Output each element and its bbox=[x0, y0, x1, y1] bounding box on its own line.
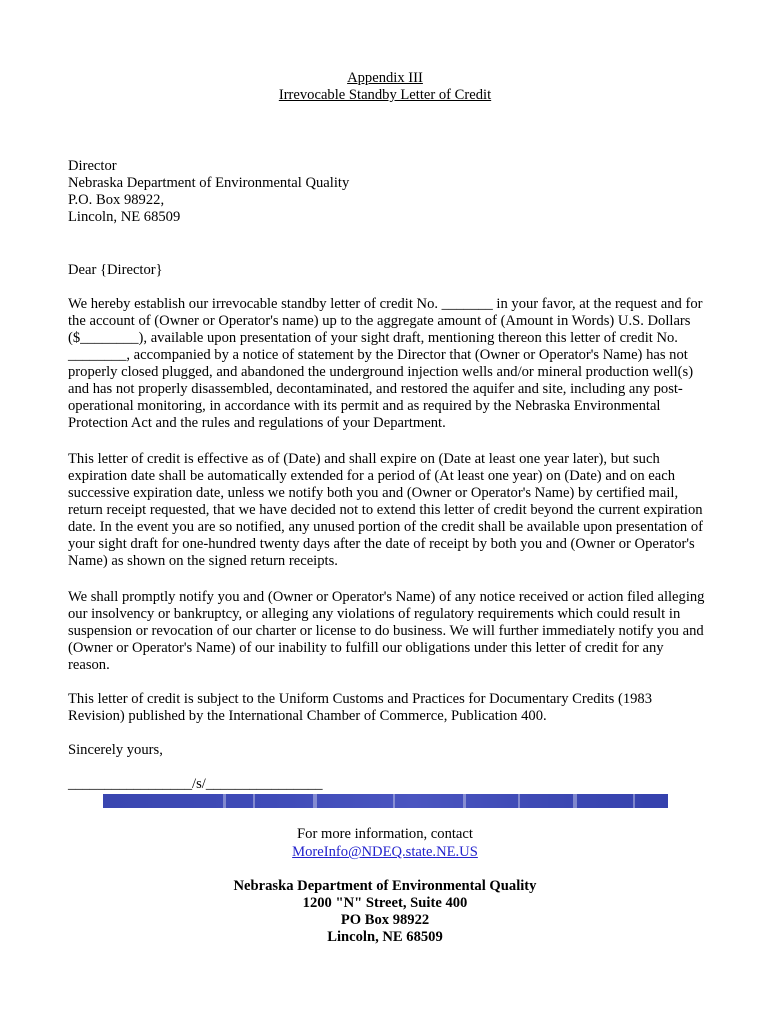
banner-texture bbox=[633, 794, 635, 808]
banner-texture bbox=[573, 794, 577, 808]
salutation: Dear {Director} bbox=[68, 262, 163, 278]
footer-banner-divider bbox=[103, 794, 668, 808]
contact-label: For more information, contact bbox=[297, 826, 473, 842]
address-line: Director bbox=[68, 158, 117, 174]
paragraph-establish-credit: We hereby establish our irrevocable standby letter of credit No. _______ in your favor, at the request and for the account of (Owner or Operator's name) up to the aggregate amount of (Amount in Words) U.S. Dollars ($________), available upon presentation of your sight draft, mentioning thereon this letter of credit No. ________, accompanied by a notice of statement by the Director that (Owner or Operator's Name) has not properly closed plugged, and abandoned the underground injection wells and/or mineral production well(s) and has not properly disassembled, decontaminated, and restored the aquifer and site, including any post-operational monitoring, in accordance with its permit and as required by the Nebraska Environmental Protection Act and the rules and regulations of your Department. bbox=[68, 296, 703, 431]
address-line: Nebraska Department of Environmental Quality bbox=[68, 175, 350, 191]
title-appendix: Appendix III bbox=[347, 70, 423, 86]
address-line: P.O. Box 98922, bbox=[68, 192, 165, 208]
signature-line: _________________/s/________________ bbox=[68, 776, 323, 792]
paragraph-effective-dates: This letter of credit is effective as of (Date) and shall expire on (Date at least one year later), but such expiration date shall be automatically extended for a period of (At least one year) on (Date) and on each successive expiration date, unless we notify both you and (Owner or Operator's Name) by certified mail, return receipt requested, that we have decided not to extend this letter of credit beyond the current expiration date. In the event you are so notified, any unused portion of the credit shall be available upon presentation of your sight draft for one-hundred twenty days after the date of receipt by both you and (Owner or Operator's Name) as shown on the signed return receipts. bbox=[68, 451, 704, 569]
banner-texture bbox=[518, 794, 520, 808]
recipient-address bbox=[68, 158, 708, 226]
agency-address-block bbox=[0, 878, 770, 946]
title-letter-type: Irrevocable Standby Letter of Credit bbox=[278, 87, 492, 103]
agency-name: Nebraska Department of Environmental Quality bbox=[233, 878, 537, 894]
banner-texture bbox=[463, 794, 466, 808]
banner-texture bbox=[393, 794, 395, 808]
agency-pobox: PO Box 98922 bbox=[340, 912, 430, 928]
agency-street: 1200 "N" Street, Suite 400 bbox=[302, 895, 468, 911]
banner-texture bbox=[253, 794, 255, 808]
paragraph-notification: We shall promptly notify you and (Owner or Operator's Name) of any notice received or action filed alleging our insolvency or bankruptcy, or alleging any violations of regulatory requirements which could result in suspension or revocation of our charter or license to do business. We will further immediately notify you and (Owner or Operator's Name) of our inability to fulfill our obligations under this letter of credit for any reason. bbox=[68, 589, 705, 673]
contact-email-link[interactable]: MoreInfo@NDEQ.state.NE.US bbox=[292, 844, 478, 860]
address-line: Lincoln, NE 68509 bbox=[68, 209, 181, 225]
banner-texture bbox=[223, 794, 226, 808]
document-title bbox=[0, 70, 770, 104]
agency-city: Lincoln, NE 68509 bbox=[327, 929, 443, 945]
banner-texture bbox=[313, 794, 317, 808]
closing: Sincerely yours, bbox=[68, 742, 163, 758]
paragraph-uniform-customs: This letter of credit is subject to the Uniform Customs and Practices for Documentary Credits (1983 Revision) published by the International Chamber of Commerce, Publication 400. bbox=[68, 691, 653, 724]
